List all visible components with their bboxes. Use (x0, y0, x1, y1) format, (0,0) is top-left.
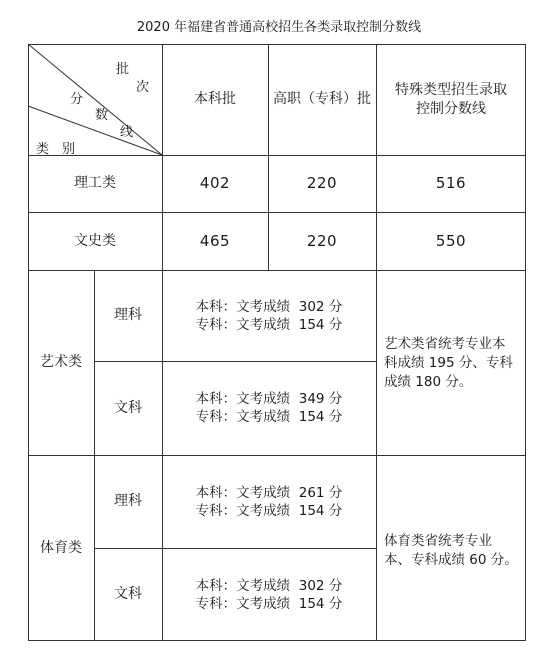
sport-wenke-label: 文科 (114, 586, 142, 602)
sport-label: 体育类 (40, 539, 82, 556)
row-wenshi-special: 550 (435, 231, 467, 250)
sport-like-zhuanke-line: 专科：文考成绩 154 分 (195, 502, 343, 519)
row-wenshi-gaozhi: 220 (306, 231, 338, 250)
corner-label-shu: 数 (95, 108, 109, 123)
page-title: 2020 年福建省普通高校招生各类录取控制分数线 (136, 20, 422, 35)
art-like-label: 理科 (114, 307, 142, 323)
row-ligong-special: 516 (435, 174, 467, 192)
art-like-benke-line: 本科：文考成绩 302 分 (195, 298, 343, 315)
sport-note-line2: 本、专科成绩 60 分。 (384, 552, 518, 568)
art-special-note (384, 335, 522, 392)
art-wenke-scores (162, 361, 376, 455)
header-benke: 本科批 (194, 91, 236, 107)
row-wenshi-label: 文史类 (74, 232, 116, 249)
sport-wenke-zhuanke-line: 专科：文考成绩 154 分 (195, 595, 343, 612)
header-special-line1: 特殊类型招生录取 (395, 81, 507, 98)
sport-like-scores (162, 455, 376, 548)
corner-label-lei: 类 (36, 142, 50, 157)
header-gaozhi: 高职（专科）批 (273, 91, 371, 107)
row-ligong-gaozhi: 220 (306, 174, 338, 192)
row-ligong-label: 理工类 (74, 175, 116, 191)
sport-like-benke-line: 本科：文考成绩 261 分 (195, 484, 343, 501)
art-note-line3: 成绩 180 分。 (384, 374, 473, 390)
sport-note-line1: 体育类省统考专业 (384, 533, 492, 549)
row-ligong-benke: 402 (199, 174, 231, 192)
corner-label-fen: 分 (70, 92, 84, 107)
sport-wenke-scores (162, 548, 376, 641)
sport-special-note (384, 532, 522, 570)
corner-label-xian: 线 (120, 125, 134, 140)
sport-wenke-benke-line: 本科：文考成绩 302 分 (195, 577, 343, 594)
header-special (376, 44, 526, 155)
art-like-zhuanke-line: 专科：文考成绩 154 分 (195, 316, 343, 333)
art-wenke-label: 文科 (114, 399, 142, 416)
art-note-line2: 科成绩 195 分、专科 (384, 355, 513, 371)
sport-like-label: 理科 (114, 493, 142, 509)
row-wenshi-benke: 465 (199, 231, 231, 250)
art-like-scores (162, 270, 376, 361)
art-wenke-zhuanke-line: 专科：文考成绩 154 分 (195, 409, 343, 425)
header-special-line2: 控制分数线 (416, 100, 486, 117)
art-note-line1: 艺术类省统考专业本 (384, 336, 506, 352)
art-wenke-benke-line: 本科：文考成绩 349 分 (195, 391, 343, 407)
corner-label-ci: 次 (136, 80, 150, 95)
art-label: 艺术类 (40, 354, 82, 370)
corner-label-pi: 批 (116, 62, 130, 77)
corner-label-bie: 别 (62, 142, 76, 157)
